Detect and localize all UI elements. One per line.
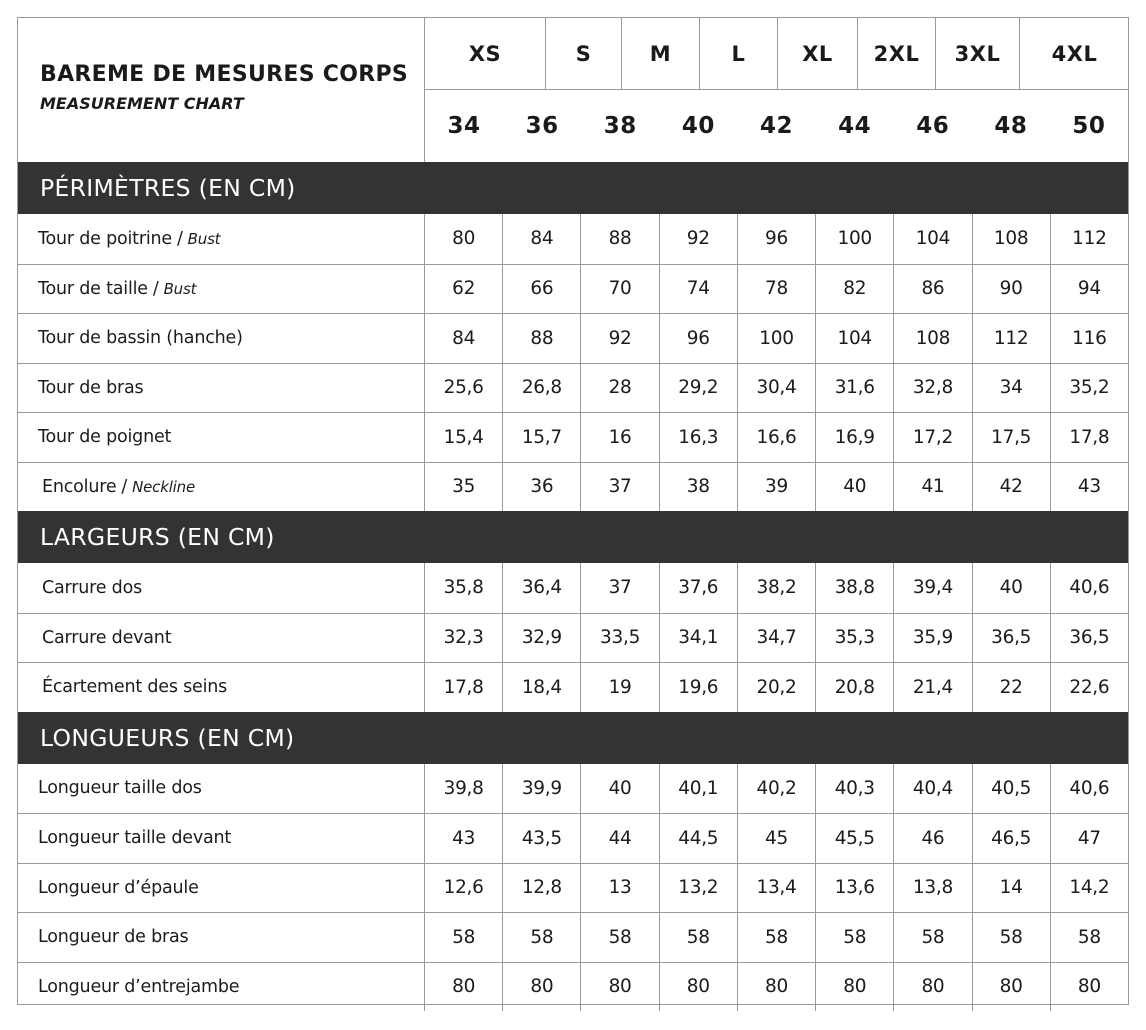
table-cell: 17,2 <box>893 413 971 462</box>
row-label <box>18 864 444 913</box>
table-cell: 104 <box>815 314 893 363</box>
row-label <box>18 364 444 413</box>
table-cell: 15,7 <box>502 413 580 462</box>
row-label <box>18 314 444 363</box>
section-title: LONGUEURS (EN CM) <box>40 723 295 752</box>
table-cell: 44 <box>580 814 658 863</box>
row-label-text: Tour de bras <box>38 377 144 398</box>
table-cell: 29,2 <box>659 364 737 413</box>
table-cell: 108 <box>893 314 971 363</box>
table-cell: 46 <box>893 814 971 863</box>
row-values <box>424 913 1128 962</box>
row-values <box>424 814 1128 863</box>
table-cell: 62 <box>424 265 502 314</box>
eu-size-header-cell: 46 <box>916 113 950 139</box>
table-cell: 80 <box>502 963 580 1012</box>
table-cell: 13,8 <box>893 864 971 913</box>
section-header <box>18 162 1128 214</box>
table-cell: 58 <box>972 913 1050 962</box>
table-cell: 15,4 <box>424 413 502 462</box>
table-cell: 46,5 <box>972 814 1050 863</box>
row-label-text: Longueur taille devant <box>38 828 232 849</box>
table-cell: 25,6 <box>424 364 502 413</box>
table-cell: 13 <box>580 864 658 913</box>
eu-size-header-cell: 42 <box>759 113 793 139</box>
eu-size-header-cell: 44 <box>838 113 872 139</box>
eu-size-header-cell: 38 <box>603 113 637 139</box>
table-cell: 74 <box>659 265 737 314</box>
table-cell: 30,4 <box>737 364 815 413</box>
table-cell: 80 <box>424 214 502 264</box>
table-cell: 36,5 <box>1050 614 1128 663</box>
table-cell: 84 <box>502 214 580 264</box>
table-cell: 38,8 <box>815 563 893 613</box>
row-label <box>18 913 444 962</box>
table-cell: 82 <box>815 265 893 314</box>
row-label-translation: Bust <box>163 279 197 298</box>
table-cell: 16,3 <box>659 413 737 462</box>
table-cell: 20,2 <box>737 663 815 712</box>
table-cell: 66 <box>502 265 580 314</box>
table-cell: 96 <box>737 214 815 264</box>
table-cell: 35,9 <box>893 614 971 663</box>
table-cell: 28 <box>580 364 658 413</box>
table-cell: 22 <box>972 663 1050 712</box>
table-cell: 22,6 <box>1050 663 1128 712</box>
table-cell: 88 <box>502 314 580 363</box>
table-cell: 96 <box>659 314 737 363</box>
row-label-text: Tour de poignet <box>38 427 172 448</box>
table-cell: 37 <box>580 463 658 512</box>
row-values <box>424 265 1128 314</box>
row-values <box>424 364 1128 413</box>
table-cell: 19 <box>580 663 658 712</box>
table-cell: 43 <box>424 814 502 863</box>
size-header-cell: S <box>545 18 621 89</box>
table-cell: 40,5 <box>972 764 1050 814</box>
table-cell: 92 <box>659 214 737 264</box>
eu-size-header-cell: 48 <box>994 113 1028 139</box>
row-values <box>424 764 1128 814</box>
table-cell: 58 <box>1050 913 1128 962</box>
table-cell: 38 <box>659 463 737 512</box>
section-title: LARGEURS (EN CM) <box>40 523 275 551</box>
row-label-text: Carrure devant <box>42 627 172 648</box>
table-cell: 17,8 <box>424 663 502 712</box>
table-row <box>18 912 1128 962</box>
table-cell: 32,3 <box>424 614 502 663</box>
table-cell: 19,6 <box>659 663 737 712</box>
table-cell: 58 <box>580 913 658 962</box>
table-cell: 43 <box>1050 463 1128 512</box>
table-cell: 58 <box>737 913 815 962</box>
table-cell: 70 <box>580 265 658 314</box>
row-label-text: Carrure dos <box>42 577 142 598</box>
eu-size-header-row <box>424 90 1128 162</box>
row-label-text: Longueur d’épaule <box>38 877 199 898</box>
table-cell: 45 <box>737 814 815 863</box>
row-label <box>18 614 448 663</box>
table-cell: 32,8 <box>893 364 971 413</box>
table-cell: 40,1 <box>659 764 737 814</box>
row-label-separator: / <box>176 228 183 249</box>
size-header-row <box>424 18 1128 90</box>
table-cell: 39,8 <box>424 764 502 814</box>
table-cell: 16,6 <box>737 413 815 462</box>
row-values <box>424 663 1128 712</box>
table-cell: 40 <box>580 764 658 814</box>
table-cell: 44,5 <box>659 814 737 863</box>
table-cell: 100 <box>737 314 815 363</box>
table-cell: 80 <box>737 963 815 1012</box>
row-label <box>18 265 444 314</box>
table-cell: 34,7 <box>737 614 815 663</box>
table-cell: 112 <box>972 314 1050 363</box>
row-values <box>424 563 1128 613</box>
table-cell: 92 <box>580 314 658 363</box>
page-subtitle: MEASUREMENT CHART <box>40 94 244 113</box>
size-header-cell: XL <box>777 18 857 89</box>
row-label <box>18 413 444 462</box>
table-row <box>18 462 1128 512</box>
table-row <box>18 863 1128 913</box>
table-row <box>18 264 1128 314</box>
table-cell: 12,6 <box>424 864 502 913</box>
eu-size-header-cell: 40 <box>681 113 715 139</box>
row-label-text: Tour de poitrine <box>38 228 172 249</box>
table-cell: 40,2 <box>737 764 815 814</box>
table-cell: 14 <box>972 864 1050 913</box>
row-label-text: Longueur d’entrejambe <box>38 976 240 997</box>
row-label-separator: / <box>152 278 159 299</box>
size-header-cell: 2XL <box>857 18 935 89</box>
table-row <box>18 313 1128 363</box>
table-cell: 26,8 <box>502 364 580 413</box>
table-cell: 17,5 <box>972 413 1050 462</box>
table-cell: 40 <box>972 563 1050 613</box>
table-cell: 39 <box>737 463 815 512</box>
table-cell: 31,6 <box>815 364 893 413</box>
table-row <box>18 363 1128 413</box>
table-cell: 40,3 <box>815 764 893 814</box>
table-cell: 43,5 <box>502 814 580 863</box>
table-cell: 13,2 <box>659 864 737 913</box>
table-cell: 40,4 <box>893 764 971 814</box>
row-label <box>18 214 444 264</box>
section-header <box>18 511 1128 563</box>
eu-size-header-cell: 34 <box>447 113 481 139</box>
table-cell: 80 <box>424 963 502 1012</box>
table-cell: 104 <box>893 214 971 264</box>
row-values <box>424 463 1128 512</box>
table-row <box>18 813 1128 863</box>
table-cell: 18,4 <box>502 663 580 712</box>
table-cell: 37,6 <box>659 563 737 613</box>
table-cell: 84 <box>424 314 502 363</box>
table-cell: 36,5 <box>972 614 1050 663</box>
row-label-text: Encolure <box>42 476 117 497</box>
table-cell: 116 <box>1050 314 1128 363</box>
section-title: PÉRIMÈTRES (EN CM) <box>40 174 296 202</box>
table-cell: 80 <box>659 963 737 1012</box>
table-cell: 13,4 <box>737 864 815 913</box>
table-row <box>18 412 1128 462</box>
table-cell: 58 <box>893 913 971 962</box>
row-values <box>424 864 1128 913</box>
table-cell: 34 <box>972 364 1050 413</box>
table-cell: 14,2 <box>1050 864 1128 913</box>
row-label <box>18 563 448 613</box>
table-cell: 39,4 <box>893 563 971 613</box>
table-row <box>18 563 1128 613</box>
row-values <box>424 314 1128 363</box>
row-label-text: Tour de bassin (hanche) <box>38 328 243 349</box>
row-values <box>424 963 1128 1012</box>
table-row <box>18 764 1128 814</box>
eu-size-header-cell: 50 <box>1072 113 1106 139</box>
table-cell: 41 <box>893 463 971 512</box>
size-header-cell: 3XL <box>935 18 1019 89</box>
row-label-text: Tour de taille <box>38 278 148 299</box>
row-label <box>18 963 444 1012</box>
table-cell: 13,6 <box>815 864 893 913</box>
row-label <box>18 663 448 712</box>
table-cell: 37 <box>580 563 658 613</box>
table-cell: 20,8 <box>815 663 893 712</box>
table-cell: 33,5 <box>580 614 658 663</box>
row-label <box>18 764 444 814</box>
table-cell: 45,5 <box>815 814 893 863</box>
row-label-text: Écartement des seins <box>42 677 228 698</box>
table-cell: 88 <box>580 214 658 264</box>
table-cell: 39,9 <box>502 764 580 814</box>
measurement-table <box>17 17 1129 1005</box>
table-cell: 40,6 <box>1050 764 1128 814</box>
table-row <box>18 662 1128 712</box>
row-label-translation: Bust <box>187 229 221 248</box>
table-cell: 112 <box>1050 214 1128 264</box>
row-values <box>424 614 1128 663</box>
table-cell: 58 <box>659 913 737 962</box>
table-cell: 94 <box>1050 265 1128 314</box>
table-cell: 35,8 <box>424 563 502 613</box>
table-cell: 80 <box>972 963 1050 1012</box>
table-cell: 40,6 <box>1050 563 1128 613</box>
table-cell: 58 <box>815 913 893 962</box>
table-cell: 78 <box>737 265 815 314</box>
table-cell: 35,3 <box>815 614 893 663</box>
table-cell: 90 <box>972 265 1050 314</box>
size-header-cell: XS <box>468 41 502 66</box>
table-cell: 108 <box>972 214 1050 264</box>
row-values <box>424 413 1128 462</box>
table-cell: 16,9 <box>815 413 893 462</box>
table-cell: 12,8 <box>502 864 580 913</box>
table-cell: 42 <box>972 463 1050 512</box>
table-cell: 38,2 <box>737 563 815 613</box>
section-header <box>18 712 1128 764</box>
row-label <box>18 463 448 512</box>
table-cell: 80 <box>893 963 971 1012</box>
table-cell: 40 <box>815 463 893 512</box>
table-cell: 35,2 <box>1050 364 1128 413</box>
size-header-cell: L <box>699 18 777 89</box>
page-title: BAREME DE MESURES CORPS <box>40 62 409 87</box>
table-row <box>18 613 1128 663</box>
table-cell: 47 <box>1050 814 1128 863</box>
table-cell: 80 <box>815 963 893 1012</box>
table-header <box>18 18 1128 162</box>
row-label-text: Longueur taille dos <box>38 778 202 799</box>
size-header-cell: M <box>621 18 699 89</box>
row-label-separator: / <box>121 476 128 497</box>
row-label-text: Longueur de bras <box>38 927 189 948</box>
row-label <box>18 814 444 863</box>
table-cell: 36 <box>502 463 580 512</box>
table-cell: 32,9 <box>502 614 580 663</box>
size-header-cell: 4XL <box>1019 18 1129 89</box>
table-cell: 58 <box>502 913 580 962</box>
eu-size-header-cell: 36 <box>525 113 559 139</box>
row-values <box>424 214 1128 264</box>
table-row <box>18 214 1128 264</box>
table-cell: 100 <box>815 214 893 264</box>
table-cell: 16 <box>580 413 658 462</box>
table-cell: 58 <box>424 913 502 962</box>
table-cell: 34,1 <box>659 614 737 663</box>
table-cell: 80 <box>1050 963 1128 1012</box>
table-cell: 21,4 <box>893 663 971 712</box>
table-cell: 17,8 <box>1050 413 1128 462</box>
row-label-translation: Neckline <box>132 477 195 496</box>
table-row <box>18 962 1128 1012</box>
table-cell: 35 <box>424 463 502 512</box>
table-cell: 86 <box>893 265 971 314</box>
table-cell: 36,4 <box>502 563 580 613</box>
table-cell: 80 <box>580 963 658 1012</box>
